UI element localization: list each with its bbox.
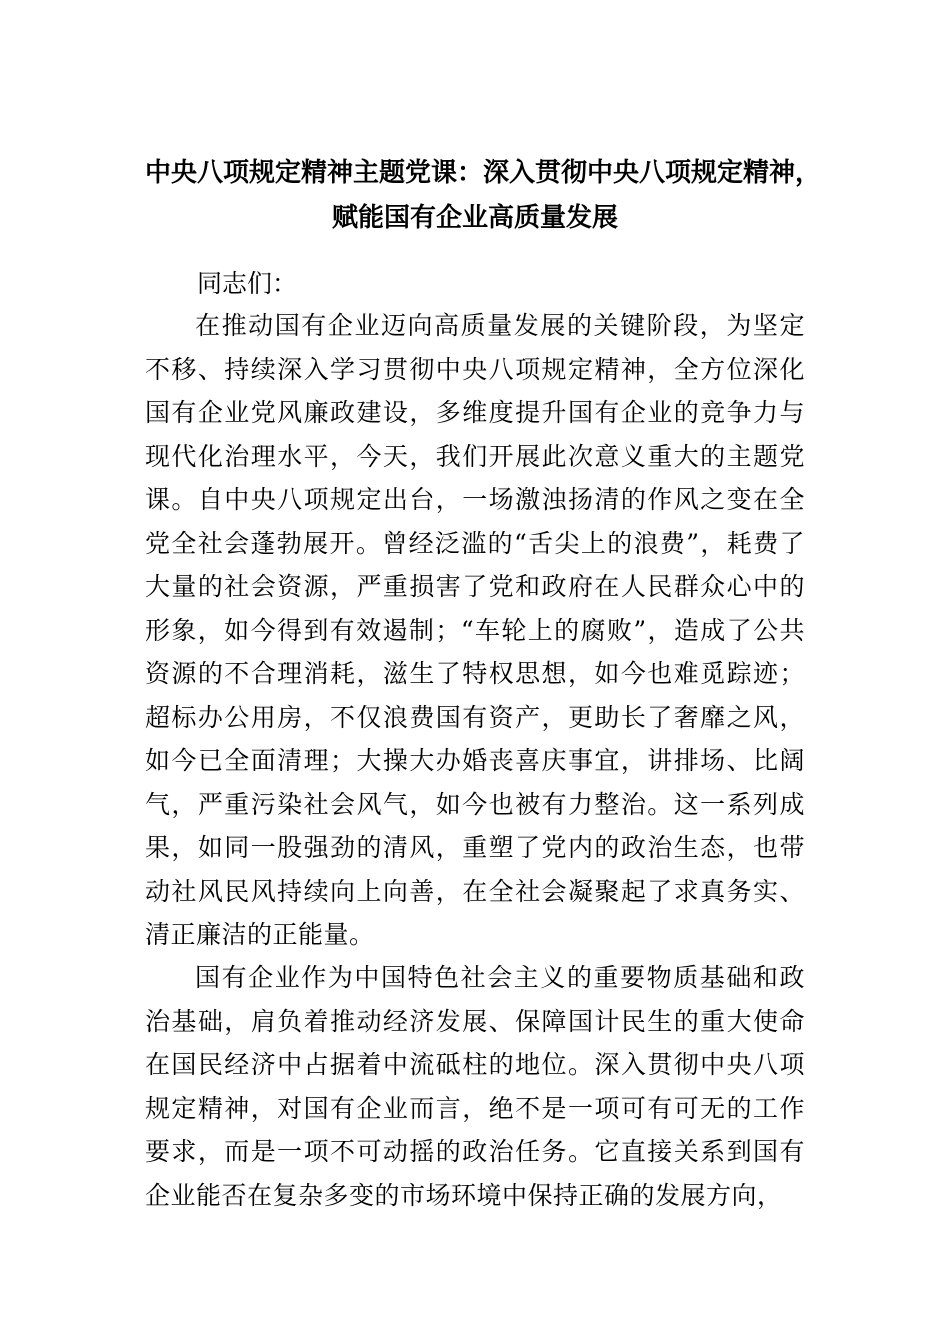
document-title-line-2: 赋能国有企业高质量发展: [331, 203, 618, 233]
paragraph-1: 在推动国有企业迈向高质量发展的关键阶段，为坚定不移、持续深入学习贯彻中央八项规定精神，全方位深化国有企业党风廉政建设，多维度提升国有企业的竞争力与现代化治理水平，今天，我们开展此次意义重大的主题党课。自中央八项规定出台，一场激浊扬清的作风之变在全党全社会蓬勃展开。曾经泛滥的“舌尖上的浪费”，耗费了大量的社会资源，严重损害了党和政府在人民群众心中的形象，如今得到有效遏制；“车轮上的腐败”，造成了公共资源的不合理消耗，滋生了特权思想，如今也难觅踪迹；超标办公用房，不仅浪费国有资产，更助长了奢靡之风，如今已全面清理；大操大办婚丧喜庆事宜，讲排场、比阔气，严重污染社会风气，如今也被有力整治。这一系列成果，如同一股强劲的清风，重塑了党内的政治生态，也带动社风民风持续向上向善，在全社会凝聚起了求真务实、清正廉洁的正能量。: [145, 311, 805, 949]
paragraph-2: 国有企业作为中国特色社会主义的重要物质基础和政治基础，肩负着推动经济发展、保障国计民生的重大使命在国民经济中占据着中流砥柱的地位。深入贯彻中央八项规定精神，对国有企业而言，绝不是一项可有可无的工作要求，而是一项不可动摇的政治任务。它直接关系到国有企业能否在复杂多变的市场环境中保持正确的发展方向，: [145, 963, 805, 1210]
document-title-line-1: 中央八项规定精神主题党课：深入贯彻中央八项规定精神，: [145, 158, 822, 188]
salutation: 同志们：: [197, 269, 298, 298]
